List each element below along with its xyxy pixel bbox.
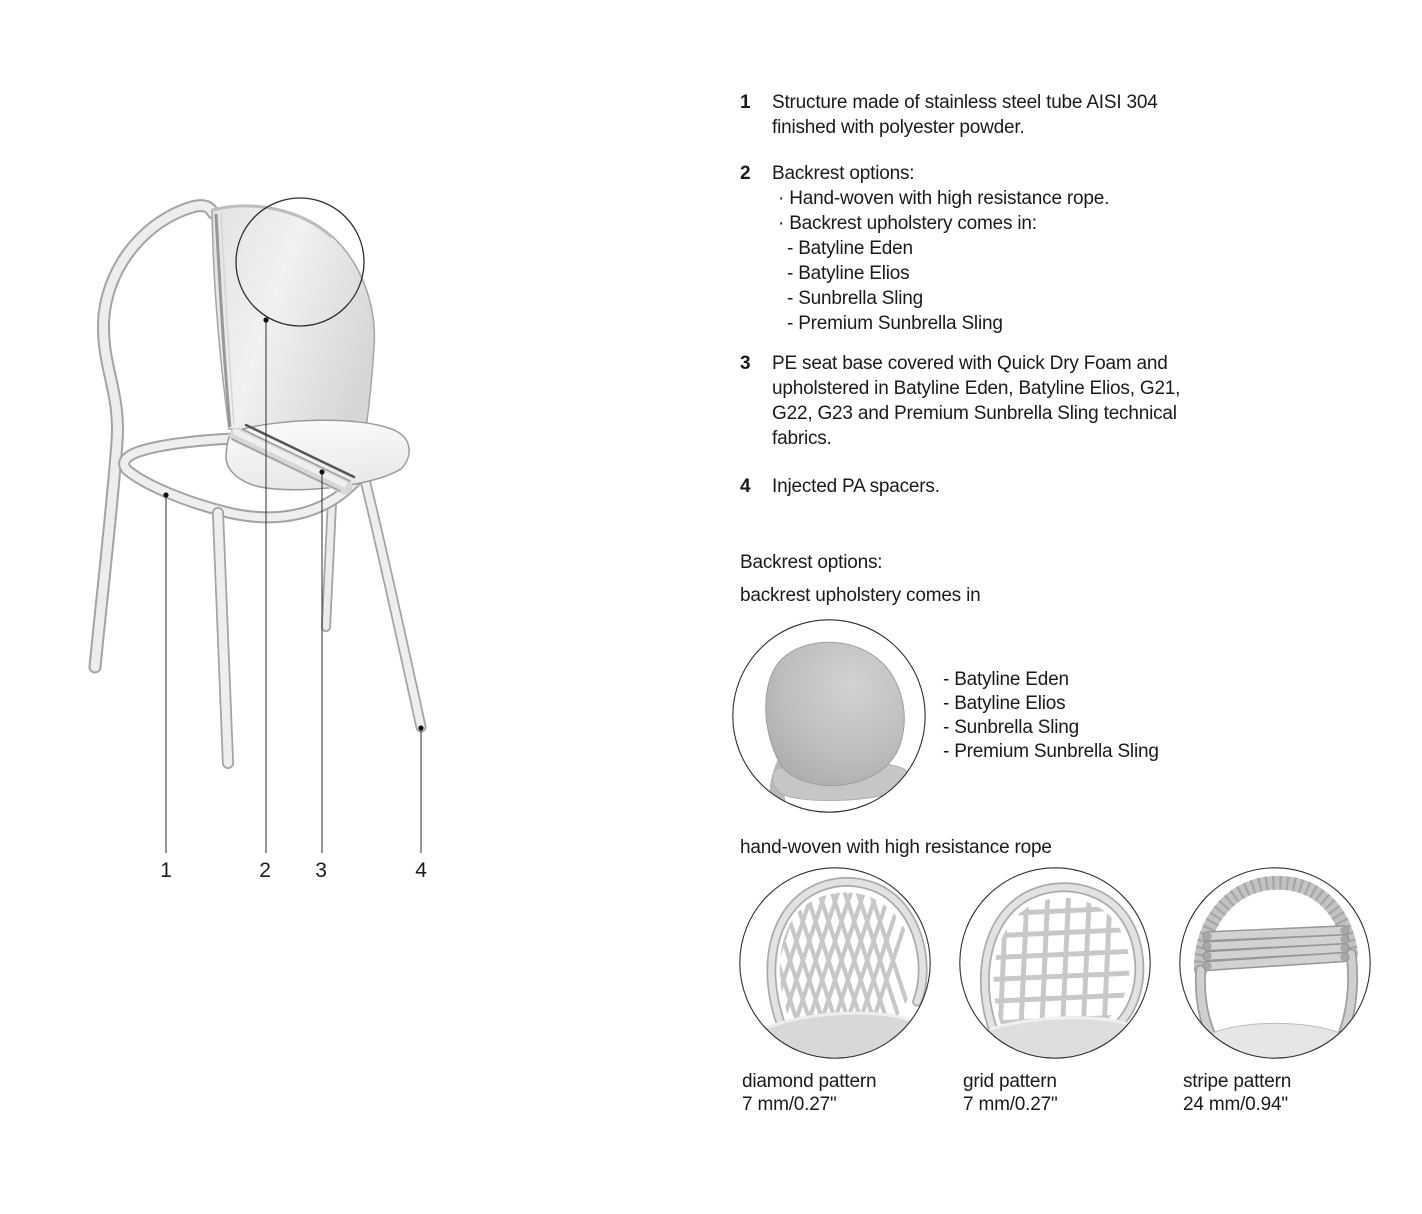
backrest-options-title: Backrest options: [740,552,883,573]
pattern-size: 24 mm/0.94" [1183,1094,1288,1115]
caption-grid-pattern [963,1070,1058,1116]
callout-number-2: 2 [259,859,271,882]
upholstery-option: - Batyline Eden [943,669,1069,690]
upholstery-option: - Batyline Elios [943,693,1066,714]
spec-line: PE seat base covered with Quick Dry Foam and [772,353,1168,374]
spec-line: G22, G23 and Premium Sunbrella Sling technical [772,403,1177,424]
grid-pattern-circle [959,867,1151,1059]
spec-line: Structure made of stainless steel tube AISI 304 [772,92,1158,113]
caption-stripe-pattern [1183,1070,1291,1116]
upholstered-backrest-image [766,642,910,811]
spec-line: - Sunbrella Sling [787,288,924,309]
chair-technical-drawing [60,180,480,880]
stripe-weave-image [1187,883,1365,1059]
chair-rear-right-leg [363,472,421,727]
spec-item-number: 1 [740,92,751,113]
stripe-pattern-circle [1179,867,1371,1059]
caption-diamond-pattern [742,1070,876,1116]
callout-number-1: 1 [160,859,172,882]
pattern-size: 7 mm/0.27" [742,1094,837,1115]
pattern-size: 7 mm/0.27" [963,1094,1058,1115]
upholstery-option: - Premium Sunbrella Sling [943,741,1159,762]
spec-item-text [772,351,1180,451]
spec-item-number: 4 [740,476,751,497]
spec-item-number: 3 [740,353,751,374]
spec-item-number: 2 [740,163,751,184]
pattern-name: grid pattern [963,1071,1057,1092]
diamond-pattern-circle [739,867,931,1059]
spec-line: - Batyline Eden [787,238,913,259]
spec-item-text [772,90,1158,140]
spec-item-1 [740,90,1158,140]
upholstery-option: - Sunbrella Sling [943,717,1080,738]
spec-item-text [772,474,940,499]
pattern-name: stripe pattern [1183,1071,1292,1092]
spec-line: · Hand-woven with high resistance rope. [778,188,1110,209]
spec-line: - Batyline Elios [787,263,910,284]
upholstery-options-list [943,668,1159,764]
spec-item-2 [740,161,1109,336]
chair-front-leg [218,513,228,763]
spec-line: Backrest options: [772,163,915,184]
callout-number-3: 3 [315,859,327,882]
grid-weave-image [983,887,1143,1057]
spec-line: upholstered in Batyline Eden, Batyline Elios, G21, [772,378,1181,399]
spec-item-4 [740,474,940,499]
spec-item-3 [740,351,1180,451]
chair-rear-left-leg [326,502,332,627]
spec-line: fabrics. [772,428,832,449]
pattern-name: diamond pattern [742,1071,877,1092]
upholstery-detail-circle [732,619,926,813]
rope-heading: hand-woven with high resistance rope [740,837,1052,858]
spec-line: finished with polyester powder. [772,117,1025,138]
spec-line: · Backrest upholstery comes in: [778,213,1037,234]
spec-line: Injected PA spacers. [772,476,940,497]
spec-item-text [772,161,1109,336]
callout-number-4: 4 [415,859,427,882]
spec-line: - Premium Sunbrella Sling [787,313,1003,334]
upholstery-heading: backrest upholstery comes in [740,585,981,606]
